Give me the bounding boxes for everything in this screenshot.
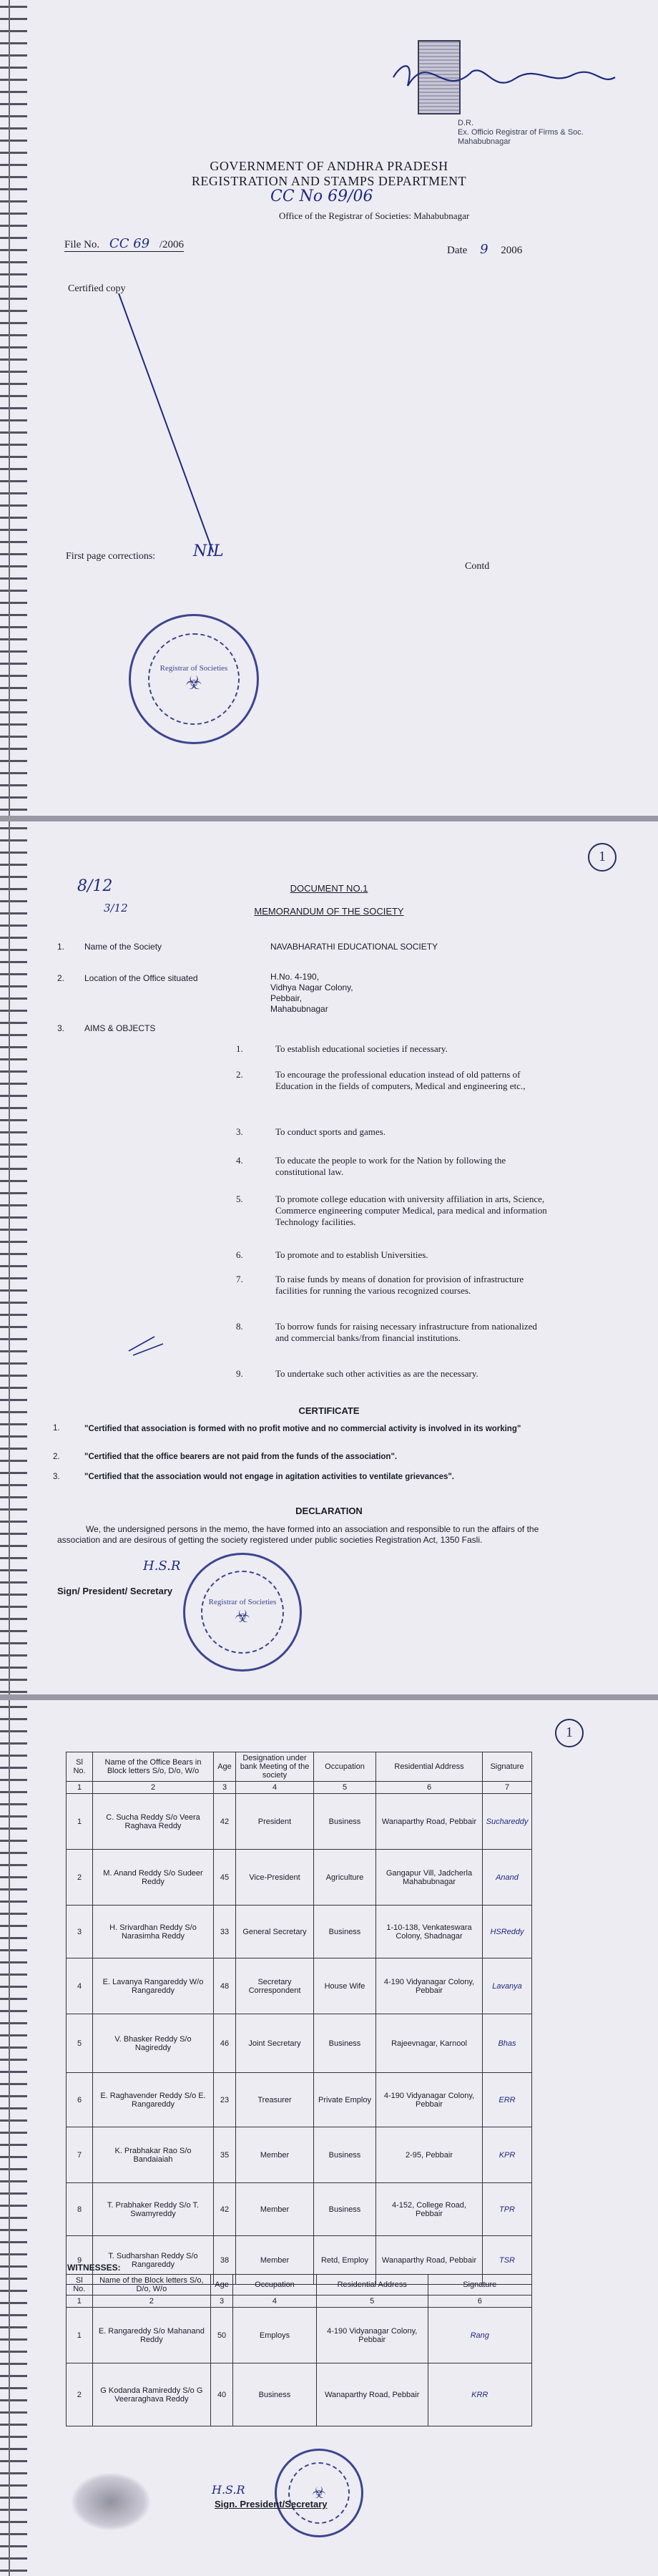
memorandum-title: MEMORANDUM OF THE SOCIETY: [254, 906, 404, 917]
cell-signature: Anand: [483, 1850, 532, 1906]
file-no-label: File No.: [64, 239, 100, 250]
seal-text: Registrar of Societies: [159, 664, 228, 673]
aim-number: 9.: [236, 1368, 243, 1379]
column-header: Name of the Block letters S/o, D/o, W/o: [92, 2275, 211, 2296]
cell-occupation: Business: [314, 2127, 376, 2183]
table-row: [67, 1958, 532, 2014]
cell-sl: 6: [67, 2073, 93, 2127]
cell-address: 2-95, Pebbair: [376, 2127, 483, 2183]
column-number-row: [67, 2296, 532, 2308]
cell-signature: HSReddy: [483, 1906, 532, 1958]
table-row: [67, 1850, 532, 1906]
cell-age: 48: [214, 1958, 236, 2014]
column-number: 4: [236, 1782, 314, 1794]
column-header: Occupation: [314, 1752, 376, 1782]
sign-president-secretary: Sign. President/Secretary: [215, 2499, 328, 2509]
cell-designation: Member: [236, 2236, 314, 2285]
cell-signature: Rang: [428, 2308, 532, 2363]
cell-name: M. Anand Reddy S/o Sudeer Reddy: [93, 1850, 214, 1906]
address-line: Pebbair,: [270, 993, 303, 1003]
aim-number: 7.: [236, 1274, 243, 1284]
office-address: [270, 972, 353, 1015]
registrar-seal-icon: ☣: [275, 2449, 363, 2537]
cell-name: K. Prabhakar Rao S/o Bandaiaiah: [93, 2127, 214, 2183]
date-value: 9: [480, 242, 488, 257]
aim-text: To promote and to establish Universities.: [275, 1249, 428, 1260]
cell-occupation: Business: [314, 1794, 376, 1850]
cell-address: 4-190 Vidyanagar Colony, Pebbair: [316, 2308, 428, 2363]
aim-text: To raise funds by means of donation for provision of infrastructure facilities for running the various recognized courses.: [275, 1274, 524, 1296]
cell-name: G Kodanda Ramireddy S/o G Veeraraghava Reddy: [92, 2363, 211, 2426]
column-header: Residential Address: [376, 1752, 483, 1782]
seal-text: Registrar of Societies: [208, 1597, 277, 1606]
cell-designation: Joint Secretary: [236, 2014, 314, 2073]
cell-address: Wanaparthy Road, Pebbair: [376, 1794, 483, 1850]
registrar-signature-icon: [386, 43, 622, 122]
heading-government: GOVERNMENT OF ANDHRA PRADESH: [210, 159, 448, 173]
aim-number: 6.: [236, 1249, 243, 1260]
column-header: Signature: [428, 2275, 532, 2296]
file-year: /2006: [159, 239, 185, 250]
cell-signature: Lavanya: [483, 1958, 532, 2014]
cell-name: C. Sucha Reddy S/o Veera Raghava Reddy: [93, 1794, 214, 1850]
registrar-line-3: Mahabubnagar: [458, 137, 511, 146]
cell-designation: Vice-President: [236, 1850, 314, 1906]
page-2: [0, 821, 658, 1694]
row-2-number: 2.: [57, 973, 65, 983]
table-header-row: [67, 2275, 532, 2296]
date-label: Date: [447, 245, 468, 256]
spiral-binding: [0, 0, 27, 816]
contd-label: Contd: [465, 561, 490, 572]
cell-age: 45: [214, 1850, 236, 1906]
certificate-text: "Certified that association is formed with no profit motive and no commercial activity is involved in its working": [84, 1425, 521, 1433]
table-row: [67, 2014, 532, 2073]
cell-signature: ERR: [483, 2073, 532, 2127]
sign-president-secretary: Sign/ President/ Secretary: [57, 1586, 173, 1596]
column-number: 6: [376, 1782, 483, 1794]
cell-name: H. Srivardhan Reddy S/o Narasimha Reddy: [93, 1906, 214, 1958]
cell-age: 42: [214, 2183, 236, 2236]
column-header: Sl No.: [67, 1752, 93, 1782]
cell-sl: 4: [67, 1958, 93, 2014]
cell-sl: 1: [67, 2308, 93, 2363]
table-header-row: [67, 1752, 532, 1782]
column-number: 5: [314, 1782, 376, 1794]
cell-address: Rajeevnagar, Karnool: [376, 2014, 483, 2073]
witnesses-label: WITNESSES:: [67, 2263, 121, 2273]
cell-name: E. Lavanya Rangareddy W/o Rangareddy: [93, 1958, 214, 2014]
cell-sl: 3: [67, 1906, 93, 1958]
aim-number: 1.: [236, 1043, 243, 1054]
cell-designation: President: [236, 1794, 314, 1850]
table-row: [67, 2073, 532, 2127]
certificate-text: "Certified that the association would not engage in agitation activities to ventilate grievances".: [84, 1473, 455, 1481]
witnesses-table: [66, 2274, 532, 2426]
cell-signature: TPR: [483, 2183, 532, 2236]
corner-note: 8/12: [77, 877, 113, 895]
column-number: 1: [67, 1782, 93, 1794]
cell-occupation: Private Employ: [314, 2073, 376, 2127]
cell-occupation: House Wife: [314, 1958, 376, 2014]
date-field: [447, 242, 522, 257]
cell-sl: 9: [67, 2236, 93, 2285]
cell-signature: KPR: [483, 2127, 532, 2183]
aim-text: To undertake such other activities as are the necessary.: [275, 1368, 478, 1379]
column-number: 2: [93, 1782, 214, 1794]
aim-number: 3.: [236, 1126, 243, 1137]
column-header: Sl No.: [67, 2275, 93, 2296]
cell-address: Wanaparthy Road, Pebbair: [376, 2236, 483, 2285]
cell-designation: Member: [236, 2127, 314, 2183]
cell-designation: Treasurer: [236, 2073, 314, 2127]
certificate-number: 2.: [53, 1453, 60, 1461]
column-number: 5: [316, 2296, 428, 2308]
cell-designation: General Secretary: [236, 1906, 314, 1958]
aim-text: To encourage the professional education instead of old patterns of Education in the fields of computers, Medical and engineering etc.,: [275, 1069, 526, 1091]
declaration-title: DECLARATION: [295, 1506, 363, 1516]
cell-name: V. Bhasker Reddy S/o Nagireddy: [93, 2014, 214, 2073]
cell-sl: 8: [67, 2183, 93, 2236]
table-row: [67, 2308, 532, 2363]
row-2-label: Location of the Office situated: [84, 973, 198, 983]
cell-age: 33: [214, 1906, 236, 1958]
aim-number: 4.: [236, 1155, 243, 1166]
column-header: Name of the Office Bears in Block letters S/o, D/o, W/o: [93, 1752, 214, 1782]
declaration-text: We, the undersigned persons in the memo, the have formed into an association and responsible to run the affairs of the association and are desirous of getting the society registered under public societies Registration Act, 1350 Fasli.: [57, 1524, 539, 1545]
cell-occupation: Business: [314, 2014, 376, 2073]
cell-name: E. Raghavender Reddy S/o E. Rangareddy: [93, 2073, 214, 2127]
aim-text: To promote college education with university affiliation in arts, Science, Commerce engineering computer Medical, para medical and information Technology facilities.: [275, 1194, 547, 1227]
cell-address: 4-152, College Road, Pebbair: [376, 2183, 483, 2236]
cell-address: Gangapur Vill, Jadcherla Mahabubnagar: [376, 1850, 483, 1906]
president-signature: H.S.R: [212, 2483, 245, 2497]
president-signature: H.S.R: [143, 1558, 181, 1574]
aim-text: To borrow funds for raising necessary infrastructure from nationalized and commercial banks/from financial institutions.: [275, 1321, 537, 1343]
heading-department: REGISTRATION AND STAMPS DEPARTMENT: [191, 174, 467, 188]
scanner-smudge: [72, 2473, 150, 2530]
column-number: 3: [211, 2296, 233, 2308]
column-header: Age: [214, 1752, 236, 1782]
cell-name: E. Rangareddy S/o Mahanand Reddy: [92, 2308, 211, 2363]
registrar-line-1: D.R.: [458, 119, 473, 127]
table-row: [67, 2363, 532, 2426]
table-row: [67, 2127, 532, 2183]
cell-age: 35: [214, 2127, 236, 2183]
corner-note-date: 3/12: [104, 902, 128, 914]
cell-sl: 2: [67, 2363, 93, 2426]
cell-age: 23: [214, 2073, 236, 2127]
cell-occupation: Employs: [233, 2308, 317, 2363]
address-line: Mahabubnagar: [270, 1004, 328, 1014]
cell-age: 46: [214, 2014, 236, 2073]
pen-mark-icon: [126, 1322, 169, 1358]
column-header: Age: [211, 2275, 233, 2296]
cell-sl: 2: [67, 1850, 93, 1906]
cell-occupation: Business: [233, 2363, 317, 2426]
cell-signature: TSR: [483, 2236, 532, 2285]
cell-occupation: Retd, Employ: [314, 2236, 376, 2285]
cell-address: 4-190 Vidyanagar Colony, Pebbair: [376, 2073, 483, 2127]
cell-designation: Secretary Correspondent: [236, 1958, 314, 2014]
file-number: [64, 236, 184, 252]
registrar-seal-icon: Registrar of Societies ☣: [183, 1553, 302, 1672]
cell-sl: 1: [67, 1794, 93, 1850]
office-line: Office of the Registrar of Societies: Mahabubnagar: [279, 210, 470, 221]
office-bearers-table: [66, 1752, 532, 2285]
spiral-binding: [0, 1700, 27, 2576]
registrar-line-2: Ex. Officio Registrar of Firms & Soc.: [458, 128, 584, 137]
cell-signature: KRR: [428, 2363, 532, 2426]
aim-number: 2.: [236, 1069, 243, 1080]
cell-occupation: Business: [314, 2183, 376, 2236]
cell-signature: Bhas: [483, 2014, 532, 2073]
column-number: 4: [233, 2296, 317, 2308]
aim-number: 5.: [236, 1194, 243, 1204]
cell-address: 4-190 Vidyanagar Colony, Pebbair: [376, 1958, 483, 2014]
document-number: DOCUMENT NO.1: [290, 883, 368, 894]
cell-name: T. Sudharshan Reddy S/o Rangareddy: [93, 2236, 214, 2285]
table-row: [67, 1906, 532, 1958]
cell-designation: Member: [236, 2183, 314, 2236]
column-number-row: [67, 1782, 532, 1794]
cc-number: CC No 69/06: [270, 187, 373, 205]
file-no-value: CC 69: [109, 236, 150, 251]
row-1-number: 1.: [57, 942, 65, 952]
cell-address: Wanaparthy Road, Pebbair: [316, 2363, 428, 2426]
cell-age: 42: [214, 1794, 236, 1850]
cell-age: 38: [214, 2236, 236, 2285]
aim-text: To conduct sports and games.: [275, 1126, 386, 1137]
address-line: Vidhya Nagar Colony,: [270, 982, 353, 992]
aim-text: To educate the people to work for the Nation by following the constitutional law.: [275, 1155, 506, 1177]
registrar-seal-icon: Registrar of Societies ☣: [129, 614, 259, 744]
table-row: [67, 1794, 532, 1850]
cell-signature: Suchareddy: [483, 1794, 532, 1850]
column-header: Signature: [483, 1752, 532, 1782]
column-number: 1: [67, 2296, 93, 2308]
column-number: 2: [92, 2296, 211, 2308]
cell-sl: 5: [67, 2014, 93, 2073]
cell-name: T. Prabhaker Reddy S/o T. Swamyreddy: [93, 2183, 214, 2236]
page-1: [0, 0, 658, 816]
cell-occupation: Business: [314, 1906, 376, 1958]
page-3: [0, 1700, 658, 2576]
column-header: Designation under bank Meeting of the society: [236, 1752, 314, 1782]
page-number-circle: 1: [555, 1719, 584, 1747]
row-3-number: 3.: [57, 1023, 65, 1033]
date-year: 2006: [501, 245, 523, 256]
certified-copy: Certified copy: [68, 283, 126, 294]
address-line: H.No. 4-190,: [270, 972, 320, 982]
aim-number: 8.: [236, 1321, 243, 1332]
certificate-text: "Certified that the office bearers are not paid from the funds of the association".: [84, 1453, 398, 1461]
column-number: 3: [214, 1782, 236, 1794]
corrections-nil: NIL: [193, 542, 224, 560]
column-header: Residential Address: [316, 2275, 428, 2296]
diagonal-strike-line: [114, 286, 222, 558]
certificate-title: CERTIFICATE: [298, 1405, 360, 1416]
cell-sl: 7: [67, 2127, 93, 2183]
first-page-corrections: First page corrections:: [66, 551, 156, 562]
row-3-label: AIMS & OBJECTS: [84, 1023, 156, 1033]
cell-age: 50: [211, 2308, 233, 2363]
society-name: NAVABHARATHI EDUCATIONAL SOCIETY: [270, 942, 438, 952]
column-number: 7: [483, 1782, 532, 1794]
page-number-circle: 1: [588, 843, 617, 872]
spiral-binding: [0, 821, 27, 1694]
aim-text: To establish educational societies if necessary.: [275, 1043, 448, 1054]
row-1-label: Name of the Society: [84, 942, 162, 952]
cell-occupation: Agriculture: [314, 1850, 376, 1906]
certificate-number: 3.: [53, 1473, 60, 1481]
table-row: [67, 2183, 532, 2236]
cell-age: 40: [211, 2363, 233, 2426]
column-number: 6: [428, 2296, 532, 2308]
column-header: Occupation: [233, 2275, 317, 2296]
cell-address: 1-10-138, Venkateswara Colony, Shadnagar: [376, 1906, 483, 1958]
certificate-number: 1.: [53, 1424, 60, 1433]
